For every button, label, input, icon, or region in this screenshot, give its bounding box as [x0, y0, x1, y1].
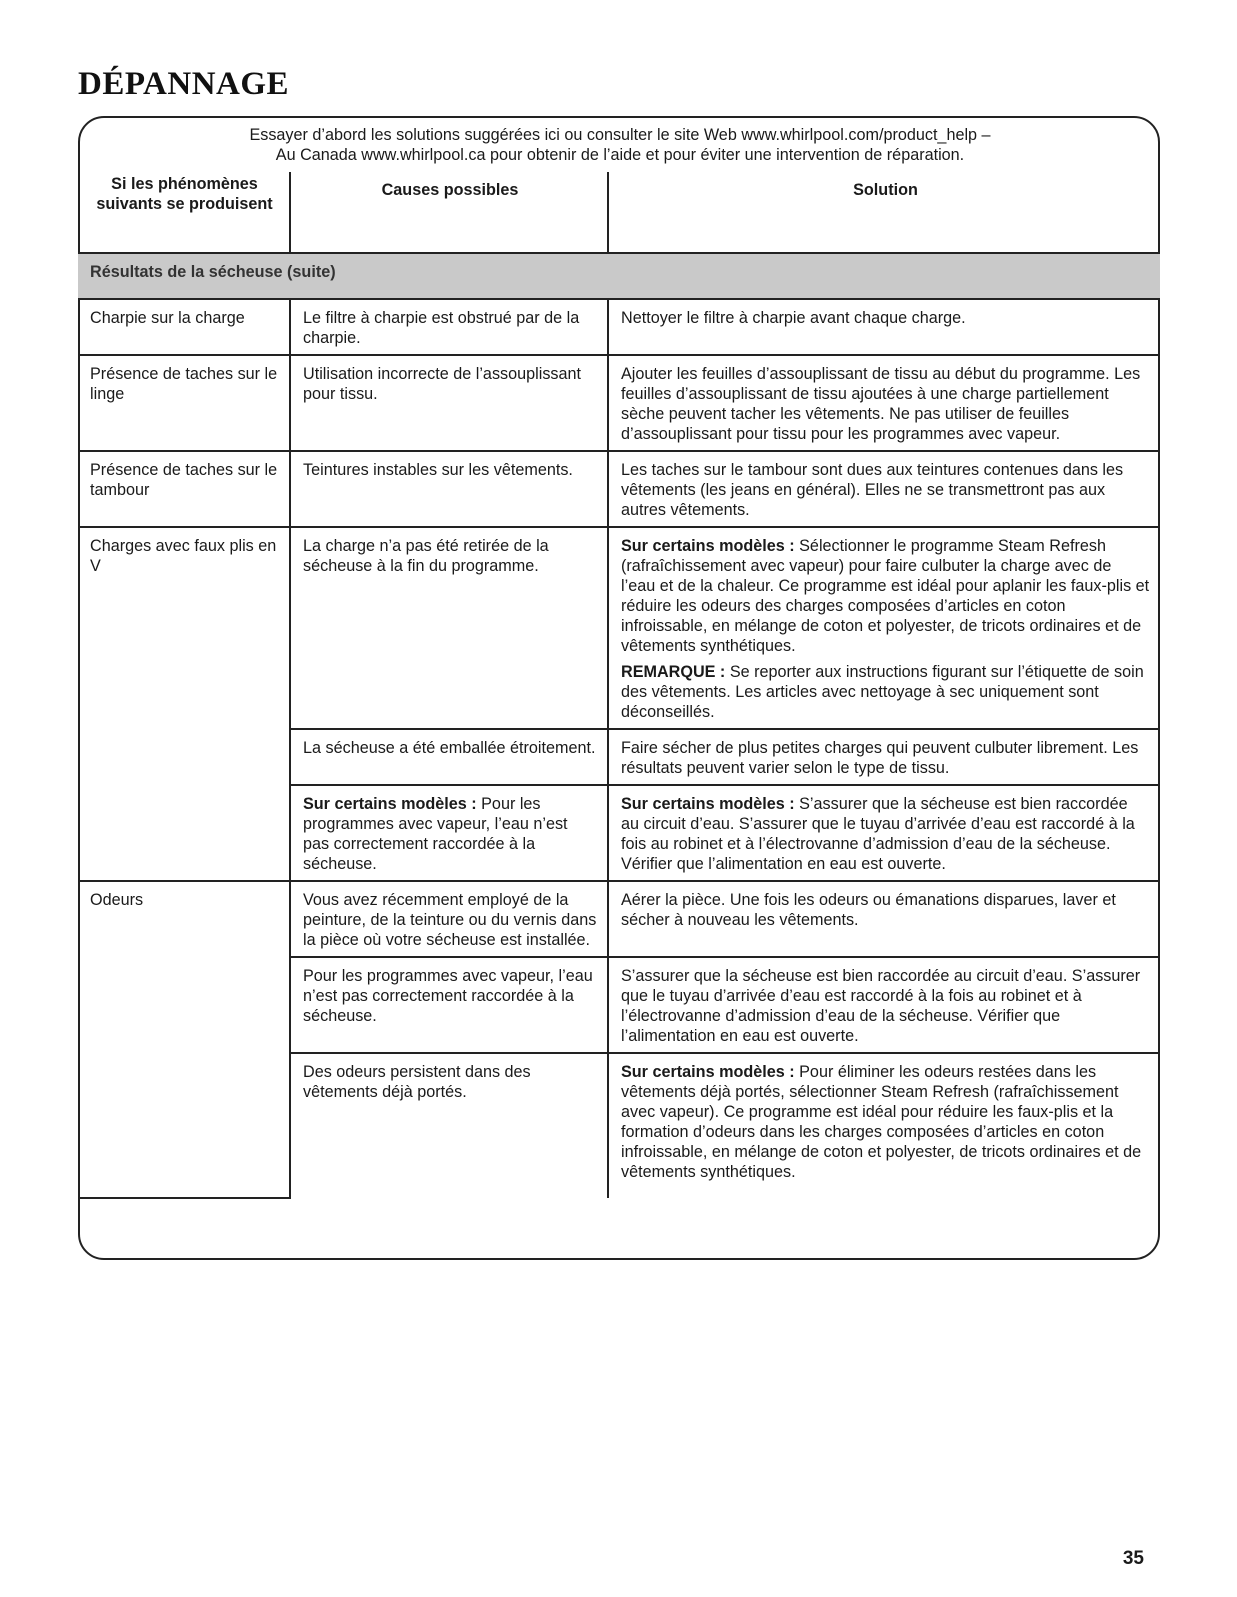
problem-cell: Charpie sur la charge	[78, 299, 290, 355]
section-title: Résultats de la sécheuse (suite)	[78, 253, 1160, 299]
solution-cell: S’assurer que la sécheuse est bien raccordée au circuit d’eau. S’assurer que le tuyau d’arrivée d’eau est raccordé à la fois au robinet et à l’électrovanne d’admission d’eau de la sécheuse. Vérifier que l’alimentation en eau est ouverte.	[608, 957, 1160, 1053]
cause-cell: Des odeurs persistent dans des vêtements déjà portés.	[290, 1053, 608, 1198]
cause-cell: La charge n’a pas été retirée de la sécheuse à la fin du programme.	[290, 527, 608, 729]
solution-cell: Nettoyer le filtre à charpie avant chaque charge.	[608, 299, 1160, 355]
intro-text	[120, 125, 1120, 165]
solution-cell	[608, 1053, 1160, 1198]
solution-paragraph	[621, 536, 1150, 656]
cause-cell: Pour les programmes avec vapeur, l’eau n’est pas correctement raccordée à la sécheuse.	[290, 957, 608, 1053]
header-solution: Solution	[608, 172, 1160, 253]
note-lead: REMARQUE :	[621, 663, 726, 681]
solution-cell	[608, 785, 1160, 881]
page-title: DÉPANNAGE	[78, 66, 290, 102]
solution-cell: Faire sécher de plus petites charges qui peuvent culbuter librement. Les résultats peuvent varier selon le type de tissu.	[608, 729, 1160, 785]
intro-line-1: Essayer d’abord les solutions suggérées ici ou consulter le site Web www.whirlpool.com/product_help –	[249, 126, 991, 144]
problem-cell: Présence de taches sur le linge	[78, 355, 290, 451]
solution-text: Pour éliminer les odeurs restées dans les vêtements déjà portés, sélectionner Steam Refresh (rafraîchissement avec vapeur). Ce programme est idéal pour réduire les faux-plis et la formation d’odeurs dans les charges composées d’articles en coton infroissable, en mélange de coton et polyester, de tricots ordinaires et de vêtements synthétiques.	[621, 1063, 1142, 1181]
section-row	[78, 253, 1160, 299]
solution-lead: Sur certains modèles :	[621, 537, 795, 555]
note-text: Se reporter aux instructions figurant sur l’étiquette de soin des vêtements. Les articles avec nettoyage à sec uniquement sont déconseillés.	[621, 663, 1144, 721]
solution-text: S’assurer que la sécheuse est bien raccordée au circuit d’eau. S’assurer que le tuyau d’arrivée d’eau est raccordé à la fois au robinet et à l’électrovanne d’admission d’eau de la sécheuse. Vérifier que l’alimentation en eau est ouverte.	[621, 795, 1135, 873]
intro-line-2: Au Canada www.whirlpool.ca pour obtenir de l’aide et pour éviter une intervention de réparation.	[275, 146, 965, 164]
cause-lead: Sur certains modèles :	[303, 795, 477, 813]
cause-cell: Vous avez récemment employé de la peinture, de la teinture ou du vernis dans la pièce où votre sécheuse est installée.	[290, 881, 608, 957]
cause-cell: La sécheuse a été emballée étroitement.	[290, 729, 608, 785]
solution-lead: Sur certains modèles :	[621, 1063, 795, 1081]
solution-lead: Sur certains modèles :	[621, 795, 795, 813]
note-paragraph	[621, 662, 1150, 722]
solution-text: Sélectionner le programme Steam Refresh (rafraîchissement avec vapeur) pour faire culbuter la charge avec de l’eau et de la chaleur. Ce programme est idéal pour aplanir les faux-plis et réduire les odeurs des charges composées d’articles en coton infroissable, en mélange de coton et polyester, de tricots ordinaires et de vêtements synthétiques.	[621, 537, 1150, 655]
solution-cell: Aérer la pièce. Une fois les odeurs ou émanations disparues, laver et sécher à nouveau les vêtements.	[608, 881, 1160, 957]
table-row	[78, 881, 1160, 957]
header-row	[78, 172, 1160, 253]
header-causes: Causes possibles	[290, 172, 608, 253]
cause-cell: Teintures instables sur les vêtements.	[290, 451, 608, 527]
cause-text: Pour les programmes avec vapeur, l’eau n’est pas correctement raccordée à la sécheuse.	[303, 795, 568, 873]
solution-cell: Les taches sur le tambour sont dues aux teintures contenues dans les vêtements (les jeans en général). Elles ne se transmettront pas aux autres vêtements.	[608, 451, 1160, 527]
solution-cell	[608, 527, 1160, 729]
cause-cell: Le filtre à charpie est obstrué par de la charpie.	[290, 299, 608, 355]
problem-cell: Présence de taches sur le tambour	[78, 451, 290, 527]
table-row	[78, 527, 1160, 729]
cause-cell: Utilisation incorrecte de l’assouplissant pour tissu.	[290, 355, 608, 451]
page-number: 35	[1122, 1548, 1144, 1569]
header-problem: Si les phénomènes suivants se produisent	[78, 172, 290, 253]
problem-cell: Charges avec faux plis en V	[78, 527, 290, 881]
problem-cell: Odeurs	[78, 881, 290, 1198]
troubleshooting-table	[78, 172, 1160, 1199]
table-row	[78, 299, 1160, 355]
table-row	[78, 451, 1160, 527]
solution-cell: Ajouter les feuilles d’assouplissant de tissu au début du programme. Les feuilles d’assouplissant de tissu ajoutées à une charge partiellement sèche peuvent tacher les vêtements. Ne pas utiliser de feuilles d’assouplissant pour tissu pour les programmes avec vapeur.	[608, 355, 1160, 451]
table-row	[78, 355, 1160, 451]
cause-cell	[290, 785, 608, 881]
